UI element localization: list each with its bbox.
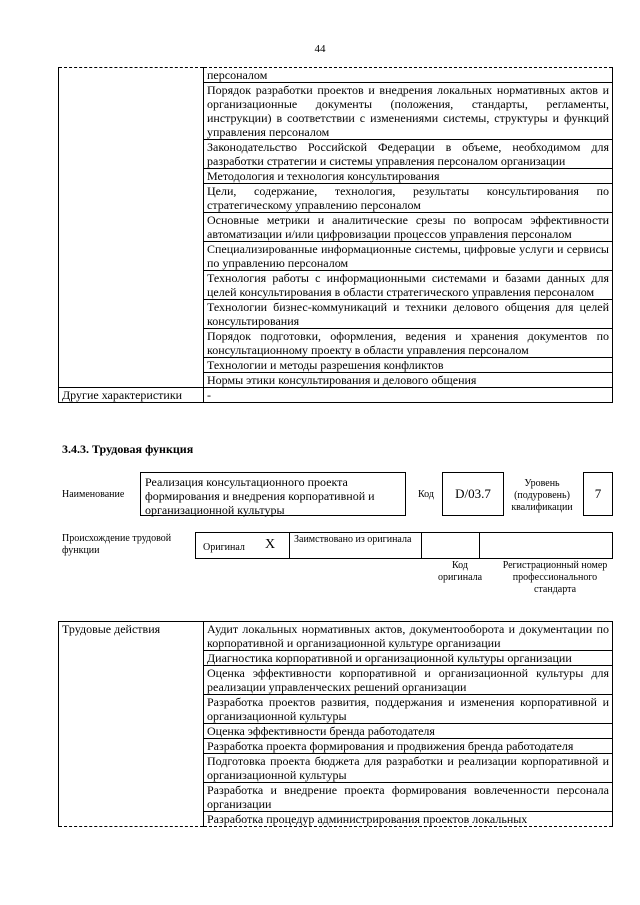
action-row: Подготовка проекта бюджета для разработки и реализации корпоративной и организационной культуры bbox=[204, 754, 613, 783]
original-cell bbox=[196, 533, 290, 558]
knowledge-row: Технологии и методы разрешения конфликтов bbox=[204, 358, 613, 373]
original-mark: X bbox=[265, 537, 276, 552]
borrowed-cell bbox=[290, 533, 422, 558]
knowledge-left-cell bbox=[59, 68, 204, 388]
page-number: 44 bbox=[314, 43, 326, 55]
name-label: Наименование bbox=[62, 489, 125, 500]
section-title: 3.4.3. Трудовая функция bbox=[62, 442, 194, 456]
name-value: Реализация консультационного проекта формирования и внедрения корпоративной и организационной культуры bbox=[140, 472, 406, 516]
knowledge-row: Порядок подготовки, оформления, ведения и хранения документов по консультационному проекту в области управления персоналом bbox=[204, 329, 613, 358]
action-row: Разработка и внедрение проекта формирования вовлеченности персонала организации bbox=[204, 783, 613, 812]
origin-row bbox=[195, 532, 613, 559]
knowledge-row: Законодательство Российской Федерации в объеме, необходимом для разработки стратегии и системы управления персоналом организации bbox=[204, 140, 613, 169]
origin-label: Происхождение трудовой функции bbox=[62, 533, 172, 556]
original-code-label: Код оригинала bbox=[437, 560, 483, 583]
action-row: Оценка эффективности бренда работодателя bbox=[204, 724, 613, 739]
knowledge-row: персоналом bbox=[204, 68, 613, 83]
action-row: Разработка процедур администрирования проектов локальных bbox=[204, 812, 613, 827]
knowledge-row: Основные метрики и аналитические срезы по вопросам эффективности автоматизации и/или цифровизации процессов управления персоналом bbox=[204, 213, 613, 242]
knowledge-row: Специализированные информационные системы, цифровые услуги и сервисы по управлению персоналом bbox=[204, 242, 613, 271]
reg-number-cell bbox=[480, 533, 612, 558]
actions-label: Трудовые действия bbox=[59, 622, 204, 827]
original-code-cell bbox=[422, 533, 480, 558]
knowledge-row: Технологии бизнес-коммуникаций и техники делового общения для целей консультирования bbox=[204, 300, 613, 329]
code-value: D/03.7 bbox=[442, 472, 504, 516]
action-row: Разработка проектов развития, поддержания и изменения корпоративной и организационной культуры bbox=[204, 695, 613, 724]
knowledge-table bbox=[58, 67, 613, 403]
action-row: Разработка проекта формирования и продвижения бренда работодателя bbox=[204, 739, 613, 754]
original-label: Оригинал bbox=[203, 542, 245, 553]
action-row: Оценка эффективности корпоративной и организационной культуры для реализации управленческих решений организации bbox=[204, 666, 613, 695]
action-row: Аудит локальных нормативных актов, документооборота и документации по корпоративной и организационной культуре организации bbox=[204, 622, 613, 651]
other-characteristics-label: Другие характеристики bbox=[59, 388, 204, 403]
reg-number-label: Регистрационный номер профессионального стандарта bbox=[502, 560, 608, 595]
action-row: Диагностика корпоративной и организационной культуры организации bbox=[204, 651, 613, 666]
knowledge-row: Цели, содержание, технология, результаты консультирования по стратегическому управлению персоналом bbox=[204, 184, 613, 213]
knowledge-row: Технология работы с информационными системами и базами данных для целей консультирования в области стратегического управления персоналом bbox=[204, 271, 613, 300]
knowledge-row: Методология и технология консультирования bbox=[204, 169, 613, 184]
borrowed-label: Заимствовано из оригинала bbox=[294, 534, 412, 545]
level-value: 7 bbox=[583, 472, 613, 516]
knowledge-row: Нормы этики консультирования и делового общения bbox=[204, 373, 613, 388]
level-label: Уровень (подуровень) квалификации bbox=[511, 478, 573, 513]
code-label: Код bbox=[418, 489, 434, 500]
knowledge-row: Порядок разработки проектов и внедрения локальных нормативных актов и организационные документы (положения, стандарты, регламенты, инструкции) в соответствии с изменениями системы, структуры и функций управления персоналом bbox=[204, 83, 613, 140]
other-characteristics-value: - bbox=[204, 388, 613, 403]
actions-table bbox=[58, 621, 613, 827]
